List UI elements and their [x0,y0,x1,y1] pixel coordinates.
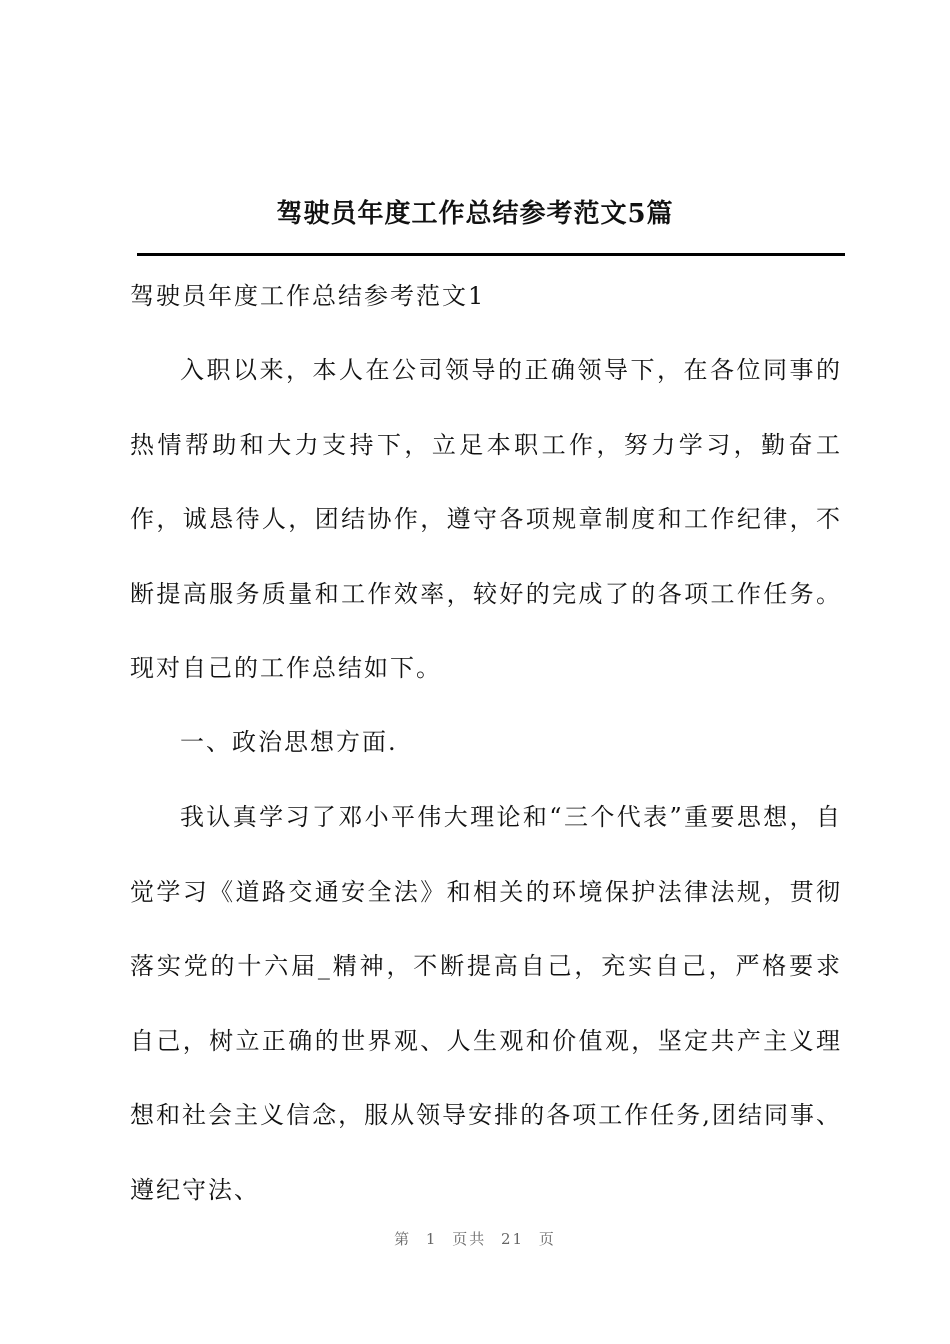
title-divider [137,253,845,256]
section-heading: 驾驶员年度工作总结参考范文1 [130,282,486,310]
paragraph-political-thought: 我认真学习了邓小平伟大理论和“三个代表”重要思想，自觉学习《道路交通安全法》和相关的环境保护法律法规，贯彻落实党的十六届_精神，不断提高自己，充实自己，严格要求自己，树立正确的世界观、人生观和价值观，坚定共产主义理想和社会主义信念，服从领导安排的各项工作任务,团结同事、遵纪守法、 [130,803,842,1204]
paragraph-subheading-political: 一、政治思想方面. [180,728,398,756]
page-number-footer: 第 1 页共 21 页 [394,1230,556,1248]
paragraph-intro: 入职以来，本人在公司领导的正确领导下，在各位同事的热情帮助和大力支持下，立足本职工作，努力学习，勤奋工作，诚恳待人，团结协作，遵守各项规章制度和工作纪律，不断提高服务质量和工作效率，较好的完成了的各项工作任务。现对自己的工作总结如下。 [130,356,842,682]
document-title: 驾驶员年度工作总结参考范文5篇 [276,199,674,229]
